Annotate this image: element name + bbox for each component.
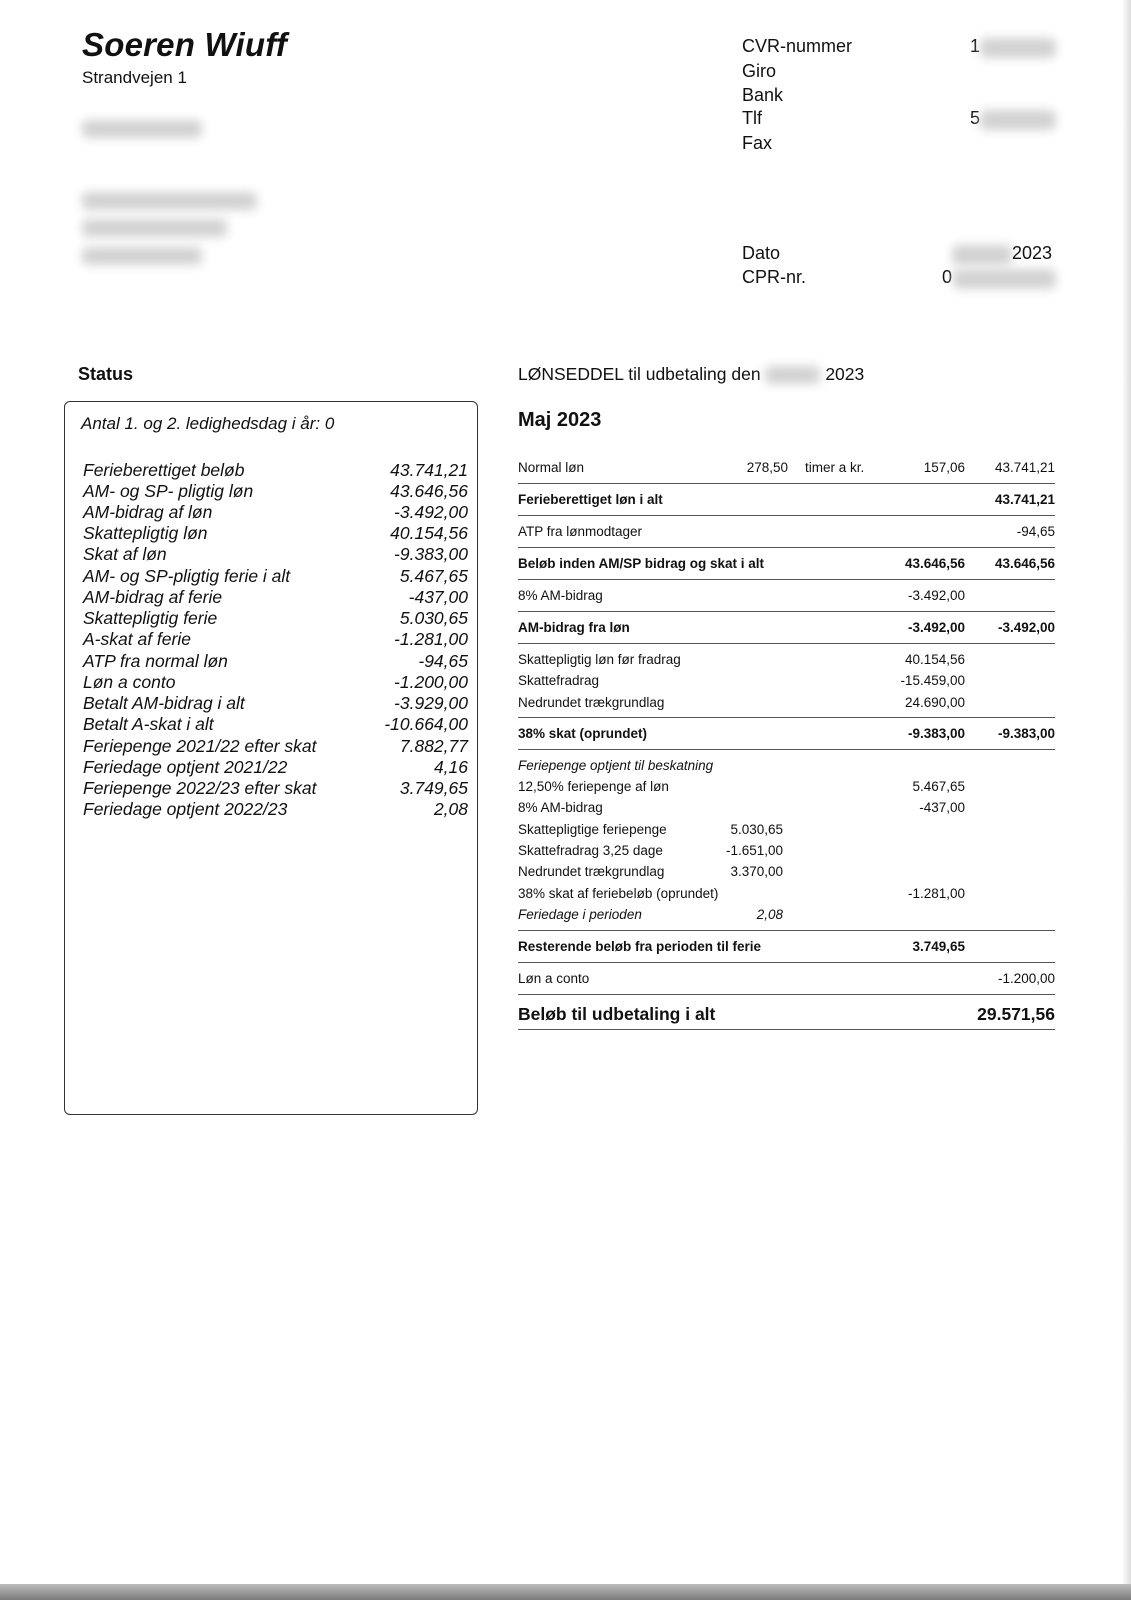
status-value: 7.882,77 — [399, 736, 468, 756]
line-before-am — [518, 556, 1055, 576]
status-value: -10.664,00 — [384, 714, 468, 734]
line-amount: 43.646,56 — [994, 556, 1055, 571]
status-label: AM- og SP-pligtig ferie i alt — [83, 566, 291, 586]
line-label: Skattefradrag — [518, 673, 600, 688]
line-subtotal: -15.459,00 — [900, 673, 965, 688]
status-label: A-skat af ferie — [83, 629, 191, 649]
divider — [518, 930, 1055, 931]
line-amount: 43.741,21 — [994, 492, 1055, 507]
status-label: Skat af løn — [83, 544, 167, 564]
payslip-title-prefix: LØNSEDDEL til udbetaling den — [518, 364, 761, 384]
line-subtotal: 3.749,65 — [912, 939, 965, 954]
line-label: Skattepligtige feriepenge — [518, 822, 667, 837]
line-rate: 157,06 — [923, 460, 965, 475]
line-holiday-deduct — [518, 843, 1055, 863]
company-name: Soeren Wiuff — [82, 26, 288, 63]
status-value: 4,16 — [433, 757, 468, 777]
status-label: Betalt AM-bidrag i alt — [83, 693, 245, 713]
line-subtotal: -3.492,00 — [907, 588, 965, 603]
line-label: Ferieberettiget løn i alt — [518, 492, 663, 507]
status-row — [83, 481, 468, 502]
line-label: Feriedage i perioden — [518, 907, 642, 922]
line-tax-rounded — [518, 695, 1055, 715]
line-amount: -9.383,00 — [997, 726, 1055, 741]
line-subtotal: 40.154,56 — [904, 652, 965, 667]
line-label: Beløb inden AM/SP bidrag og skat i alt — [518, 556, 765, 571]
status-row — [83, 544, 468, 565]
company-street: Strandvejen 1 — [82, 68, 187, 87]
line-subtotal: 43.646,56 — [904, 556, 965, 571]
line-holiday-pct — [518, 779, 1055, 799]
cpr-label: CPR-nr. — [742, 267, 807, 287]
status-value: -9.383,00 — [394, 544, 468, 564]
divider — [518, 1029, 1055, 1030]
status-label: AM-bidrag af ferie — [83, 587, 223, 607]
line-mid: 2,08 — [756, 907, 783, 922]
bank-label: Bank — [742, 85, 784, 105]
redacted-cvr — [980, 38, 1056, 58]
line-total — [518, 1004, 1055, 1026]
status-row — [83, 778, 468, 799]
tlf-value: 5 — [970, 108, 981, 128]
total-label: Beløb til udbetaling i alt — [518, 1004, 716, 1024]
status-row — [83, 460, 468, 481]
status-value: -1.200,00 — [394, 672, 468, 692]
line-aconto — [518, 971, 1055, 991]
status-row — [83, 608, 468, 629]
line-subtotal: -437,00 — [919, 800, 965, 815]
line-label: AM-bidrag fra løn — [518, 620, 630, 635]
status-label: AM-bidrag af løn — [83, 502, 213, 522]
status-label: Løn a conto — [83, 672, 176, 692]
holiday-header — [518, 758, 1055, 778]
total-amount: 29.571,56 — [977, 1004, 1055, 1024]
status-value: 5.030,65 — [399, 608, 468, 628]
redacted-recipient-city — [82, 247, 202, 265]
line-subtotal: 5.467,65 — [912, 779, 965, 794]
status-label: Skattepligtig ferie — [83, 608, 218, 628]
divider — [518, 579, 1055, 580]
fax-label: Fax — [742, 133, 773, 153]
status-row — [83, 672, 468, 693]
line-label: ATP fra lønmodtager — [518, 524, 643, 539]
line-subtotal: 24.690,00 — [904, 695, 965, 710]
line-holiday-tax — [518, 886, 1055, 906]
divider — [518, 994, 1055, 995]
status-value: -437,00 — [408, 587, 468, 607]
line-label: Skattepligtig løn før fradrag — [518, 652, 681, 667]
status-value: 2,08 — [433, 799, 468, 819]
line-mid: 3.370,00 — [730, 864, 783, 879]
status-row — [83, 757, 468, 778]
line-label: Feriepenge optjent til beskatning — [518, 758, 714, 773]
redacted-tlf — [980, 110, 1056, 130]
divider — [518, 643, 1055, 644]
status-label: ATP fra normal løn — [83, 651, 228, 671]
status-row — [83, 714, 468, 735]
status-row — [83, 651, 468, 672]
status-row — [83, 523, 468, 544]
status-value: 40.154,56 — [390, 523, 468, 543]
payslip-period: Maj 2023 — [518, 409, 602, 431]
redacted-recipient-name — [82, 192, 257, 210]
line-subtotal: -9.383,00 — [907, 726, 965, 741]
line-am-pct — [518, 588, 1055, 608]
line-label: 8% AM-bidrag — [518, 588, 603, 603]
line-label: Nedrundet trækgrundlag — [518, 695, 665, 710]
line-atp — [518, 524, 1055, 544]
status-value: 43.741,21 — [390, 460, 468, 480]
line-label: 38% skat (oprundet) — [518, 726, 648, 741]
line-label: 8% AM-bidrag — [518, 800, 603, 815]
cpr-value: 0 — [942, 267, 953, 287]
line-amount: -1.200,00 — [997, 971, 1055, 986]
cvr-label: CVR-nummer — [742, 36, 853, 56]
cvr-value: 1 — [970, 36, 981, 56]
divider — [518, 515, 1055, 516]
status-row — [83, 587, 468, 608]
status-label: Betalt A-skat i alt — [83, 714, 214, 734]
line-label: 12,50% feriepenge af løn — [518, 779, 669, 794]
line-holiday-days — [518, 907, 1055, 927]
redacted-cpr — [953, 269, 1056, 289]
dato-label: Dato — [742, 243, 781, 263]
giro-label: Giro — [742, 61, 777, 81]
status-row — [83, 629, 468, 650]
redacted-recipient-street — [82, 219, 227, 237]
line-label: Resterende beløb fra perioden til ferie — [518, 939, 762, 954]
scan-edge — [1122, 0, 1131, 1600]
divider — [518, 717, 1055, 718]
line-am-total — [518, 620, 1055, 640]
payslip-title — [518, 364, 864, 385]
status-row — [83, 566, 468, 587]
status-label: Feriepenge 2022/23 efter skat — [83, 778, 317, 798]
line-holiday-am — [518, 800, 1055, 820]
redacted-date — [952, 245, 1012, 265]
line-tax-deduct — [518, 673, 1055, 693]
status-value: -3.492,00 — [394, 502, 468, 522]
line-normal-loen — [518, 460, 1055, 480]
redacted-pay-date — [765, 366, 820, 384]
line-tax-38 — [518, 726, 1055, 746]
divider — [518, 611, 1055, 612]
tlf-label: Tlf — [742, 108, 762, 128]
status-row — [83, 693, 468, 714]
divider — [518, 483, 1055, 484]
line-label: Løn a conto — [518, 971, 590, 986]
status-row — [83, 502, 468, 523]
status-value: -1.281,00 — [394, 629, 468, 649]
status-value: 3.749,65 — [399, 778, 468, 798]
dato-value: 2023 — [1012, 243, 1053, 263]
line-mid: -1.651,00 — [725, 843, 783, 858]
status-row — [83, 736, 468, 757]
line-hours: 278,50 — [746, 460, 788, 475]
line-amount: -94,65 — [1016, 524, 1055, 539]
line-label: 38% skat af feriebeløb (oprundet) — [518, 886, 719, 901]
redacted-city — [82, 120, 202, 138]
line-ferieberettiget — [518, 492, 1055, 512]
payslip-title-year: 2023 — [825, 364, 865, 384]
status-label: Feriepenge 2021/22 efter skat — [83, 736, 317, 756]
line-label: Normal løn — [518, 460, 585, 475]
status-label: Feriedage optjent 2021/22 — [83, 757, 288, 777]
line-remaining — [518, 939, 1055, 959]
divider — [518, 547, 1055, 548]
status-title: Status — [78, 364, 134, 384]
line-amount: -3.492,00 — [997, 620, 1055, 635]
status-header: Antal 1. og 2. ledighedsdag i år: 0 — [81, 414, 335, 433]
status-row — [83, 799, 468, 820]
status-value: 5.467,65 — [399, 566, 468, 586]
scan-bottom-strip — [0, 1584, 1131, 1600]
status-value: -94,65 — [418, 651, 468, 671]
line-subtotal: -1.281,00 — [907, 886, 965, 901]
status-label: Ferieberettiget beløb — [83, 460, 245, 480]
line-holiday-rounded — [518, 864, 1055, 884]
divider — [518, 749, 1055, 750]
status-label: Feriedage optjent 2022/23 — [83, 799, 288, 819]
line-label: Skattefradrag 3,25 dage — [518, 843, 663, 858]
line-mid: 5.030,65 — [730, 822, 783, 837]
line-label: Nedrundet trækgrundlag — [518, 864, 665, 879]
status-value: -3.929,00 — [394, 693, 468, 713]
divider — [518, 962, 1055, 963]
line-subtotal: -3.492,00 — [907, 620, 965, 635]
status-value: 43.646,56 — [390, 481, 468, 501]
line-amount: 43.741,21 — [994, 460, 1055, 475]
status-label: AM- og SP- pligtig løn — [83, 481, 254, 501]
line-unit: timer a kr. — [805, 460, 865, 475]
status-label: Skattepligtig løn — [83, 523, 208, 543]
line-tax-base — [518, 652, 1055, 672]
line-holiday-taxable — [518, 822, 1055, 842]
